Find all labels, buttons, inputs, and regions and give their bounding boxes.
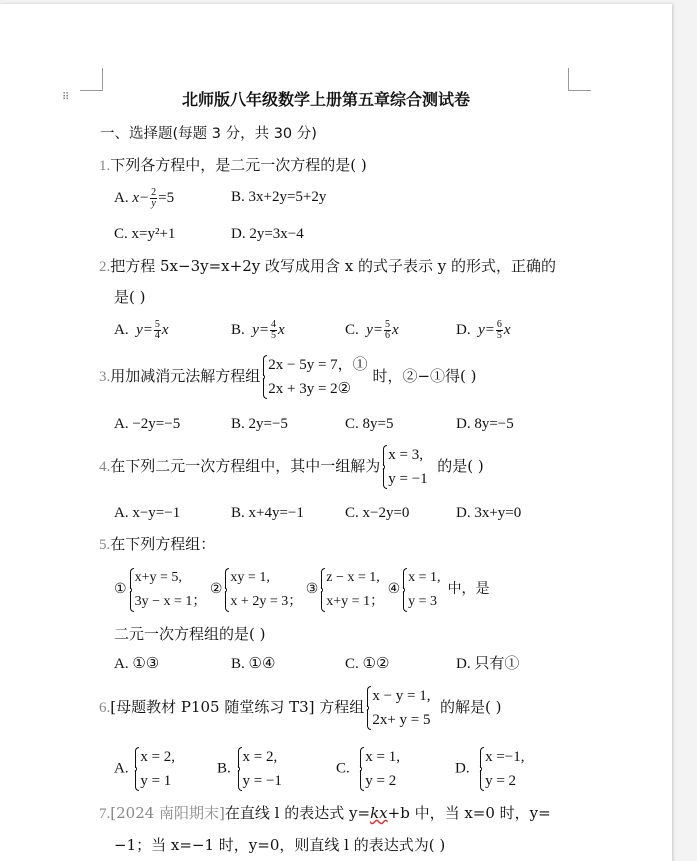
question-7 (99, 804, 551, 823)
q5-option-c[interactable]: C. ①② (345, 656, 390, 672)
circle-2-marker: ② (209, 582, 223, 598)
option-text: y= (478, 321, 495, 338)
denominator: 5 (271, 330, 277, 341)
equation-2: x+y = 1； (326, 594, 385, 609)
question-number: 1. (99, 158, 111, 174)
question-source-tag: [2024 南阳期末] (110, 804, 225, 822)
question-number: 7. (99, 806, 111, 822)
question-stem-tail: 的是( ) (437, 457, 484, 475)
equation-1: x+y = 5, (134, 570, 182, 585)
option-text: y= (136, 321, 153, 338)
q4-option-b[interactable]: B. x+4y=−1 (231, 505, 304, 521)
q5-option-d[interactable]: D. 只有① (456, 656, 520, 672)
left-brace (127, 566, 133, 614)
question-stem: 下列各方程中，是二元一次方程的是( ) (110, 156, 367, 174)
equation-1: x =−1, (485, 749, 525, 765)
question-stem: 在下列二元一次方程组中，其中一组解为 (110, 457, 381, 475)
solution-system (357, 745, 400, 793)
equation-2: y = 2 (485, 773, 517, 789)
q3-option-b[interactable]: B. 2y=−5 (231, 416, 288, 432)
equation-system (364, 684, 430, 732)
solution-system (235, 745, 282, 793)
equation-system-1 (127, 566, 207, 614)
question-number: 2. (99, 259, 111, 275)
question-stem: 把方程 5x−3y=x+2y 改写成用含 x 的式子表示 y 的形式，正确的 (110, 257, 556, 275)
fraction (496, 320, 503, 341)
denominator: 5 (496, 330, 502, 341)
q5-systems (114, 566, 490, 614)
equation-2: 3y − x = 1； (134, 594, 207, 609)
question-7-cont: −1；当 x=−1 时，y=0，则直线 l 的表达式为( ) (114, 836, 446, 854)
solution-system (477, 745, 524, 793)
q5-option-a[interactable]: A. ①③ (114, 656, 160, 672)
option-label: A. (114, 189, 129, 206)
q3-option-a[interactable]: A. −2y=−5 (114, 416, 181, 432)
question-stem-tail: 中，是 (447, 581, 490, 598)
q2-option-c[interactable] (345, 320, 399, 341)
q6-option-b[interactable] (217, 745, 282, 793)
question-3 (99, 353, 477, 401)
question-stem-tail: 的解是( ) (440, 698, 502, 716)
q1-option-a[interactable] (114, 188, 174, 209)
numerator: 5 (154, 319, 160, 330)
equation-2: x + 2y = 3； (230, 594, 303, 609)
equation-2: y = 1 (140, 773, 172, 789)
fraction (384, 320, 391, 341)
equation-system-3 (318, 566, 384, 614)
left-brace (380, 443, 386, 491)
equation-2: 2x+ y = 5 (372, 712, 431, 728)
option-text: x (392, 321, 399, 338)
left-brace (132, 745, 138, 793)
left-brace (235, 745, 241, 793)
equation-2: y = 2 (365, 773, 397, 789)
option-text: x (161, 321, 169, 338)
spellcheck-underlined-term[interactable]: kx (370, 804, 388, 822)
equation-1: xy = 1, (230, 570, 270, 585)
equation-system-4 (400, 566, 440, 614)
option-label: D. (455, 760, 470, 777)
margin-corner-top-right (568, 68, 591, 91)
numerator: 6 (496, 319, 502, 330)
margin-corner-top-left (80, 68, 103, 91)
equation-2: y = 3 (408, 594, 438, 609)
option-label: D. (456, 321, 471, 338)
equation-2: 2x + 3y = 2② (268, 381, 352, 397)
question-2 (99, 257, 556, 276)
option-label: B. (231, 321, 245, 338)
question-number: 5. (99, 537, 111, 553)
equation-1: 2x − 5y = 7，① (268, 357, 368, 373)
q3-option-c[interactable]: C. 8y=5 (345, 416, 394, 432)
question-2-cont: 是( ) (114, 288, 146, 306)
equation-system (380, 443, 427, 491)
option-label: A. (114, 760, 129, 777)
equation-1: x = 1, (365, 749, 400, 765)
option-label: A. (114, 321, 129, 338)
numerator: 2 (151, 187, 157, 198)
q1-option-d[interactable]: D. 2y=3x−4 (231, 226, 304, 242)
numerator: 4 (271, 319, 277, 330)
document-page (0, 4, 672, 861)
q6-option-a[interactable] (114, 745, 175, 793)
option-text: y= (252, 321, 270, 338)
drag-handle-icon[interactable]: ⠿ (62, 92, 70, 103)
equation-1: x = 2, (242, 749, 278, 765)
question-number: 4. (99, 459, 111, 475)
q6-option-d[interactable] (455, 745, 525, 793)
option-text: y= (366, 321, 384, 338)
circle-1-marker: ① (114, 582, 127, 598)
left-brace (260, 353, 266, 401)
question-4 (99, 443, 484, 491)
q2-option-a[interactable] (114, 320, 169, 341)
option-label: C. (345, 321, 359, 338)
question-number: 6. (99, 700, 111, 716)
doc-title: 北师版八年级数学上册第五章综合测试卷 (182, 90, 471, 109)
left-brace (477, 745, 483, 793)
left-brace (364, 684, 370, 732)
question-6 (99, 684, 502, 732)
q4-option-d[interactable]: D. 3x+y=0 (456, 505, 522, 521)
q2-option-d[interactable] (456, 320, 511, 341)
q4-option-a[interactable]: A. x−y=−1 (114, 505, 181, 521)
left-brace (357, 745, 363, 793)
question-stem: 在直线 l 的表达式 y= (224, 804, 371, 822)
q1-option-b[interactable]: B. 3x+2y=5+2y (231, 189, 327, 205)
question-stem: +b 中，当 x=0 时，y= (387, 804, 551, 822)
fraction (154, 320, 161, 341)
left-brace (400, 566, 406, 614)
q1-option-c[interactable]: C. x=y²+1 (114, 226, 176, 242)
question-stem: 用加减消元法解方程组 (110, 367, 261, 385)
option-text: =5 (158, 189, 175, 206)
equation-1: x − y = 1, (372, 688, 431, 704)
equation-2: y = −1 (388, 471, 428, 487)
option-label: B. (217, 760, 231, 777)
question-stem: [母题教材 P105 随堂练习 T3] 方程组 (110, 698, 365, 716)
question-5 (99, 535, 215, 554)
equation-2: y = −1 (242, 773, 282, 789)
q6-option-c[interactable] (336, 745, 400, 793)
fraction (270, 320, 277, 341)
equation-1: z − x = 1, (326, 570, 380, 585)
circle-3-marker: ③ (305, 582, 319, 598)
section-heading: 一、选择题(每题 3 分，共 30 分) (100, 126, 317, 142)
question-number: 3. (99, 369, 111, 385)
denominator: 4 (154, 330, 160, 341)
equation-system-2 (222, 566, 302, 614)
question-stem: 在下列方程组： (110, 535, 216, 553)
fraction (150, 188, 157, 209)
q3-option-d[interactable]: D. 8y=−5 (456, 416, 514, 432)
option-text: x (278, 321, 285, 338)
numerator: 5 (385, 319, 391, 330)
option-text: x− (132, 189, 150, 206)
option-label: C. (336, 760, 350, 777)
equation-1: x = 2, (140, 749, 176, 765)
question-stem-tail: 时，②−①得( ) (372, 367, 477, 385)
left-brace (318, 566, 324, 614)
solution-system (132, 745, 175, 793)
question-5-cont: 二元一次方程组的是( ) (114, 625, 266, 643)
q4-option-c[interactable]: C. x−2y=0 (345, 505, 410, 521)
question-1 (99, 156, 367, 175)
option-text: x (503, 321, 511, 338)
equation-system (260, 353, 367, 401)
equation-1: x = 3, (388, 447, 423, 463)
denominator: y (151, 198, 156, 209)
equation-1: x = 1, (408, 570, 441, 585)
left-brace (222, 566, 228, 614)
q2-option-b[interactable] (231, 320, 285, 341)
q5-option-b[interactable]: B. ①④ (231, 656, 276, 672)
circle-4-marker: ④ (387, 582, 401, 598)
denominator: 6 (385, 330, 391, 341)
